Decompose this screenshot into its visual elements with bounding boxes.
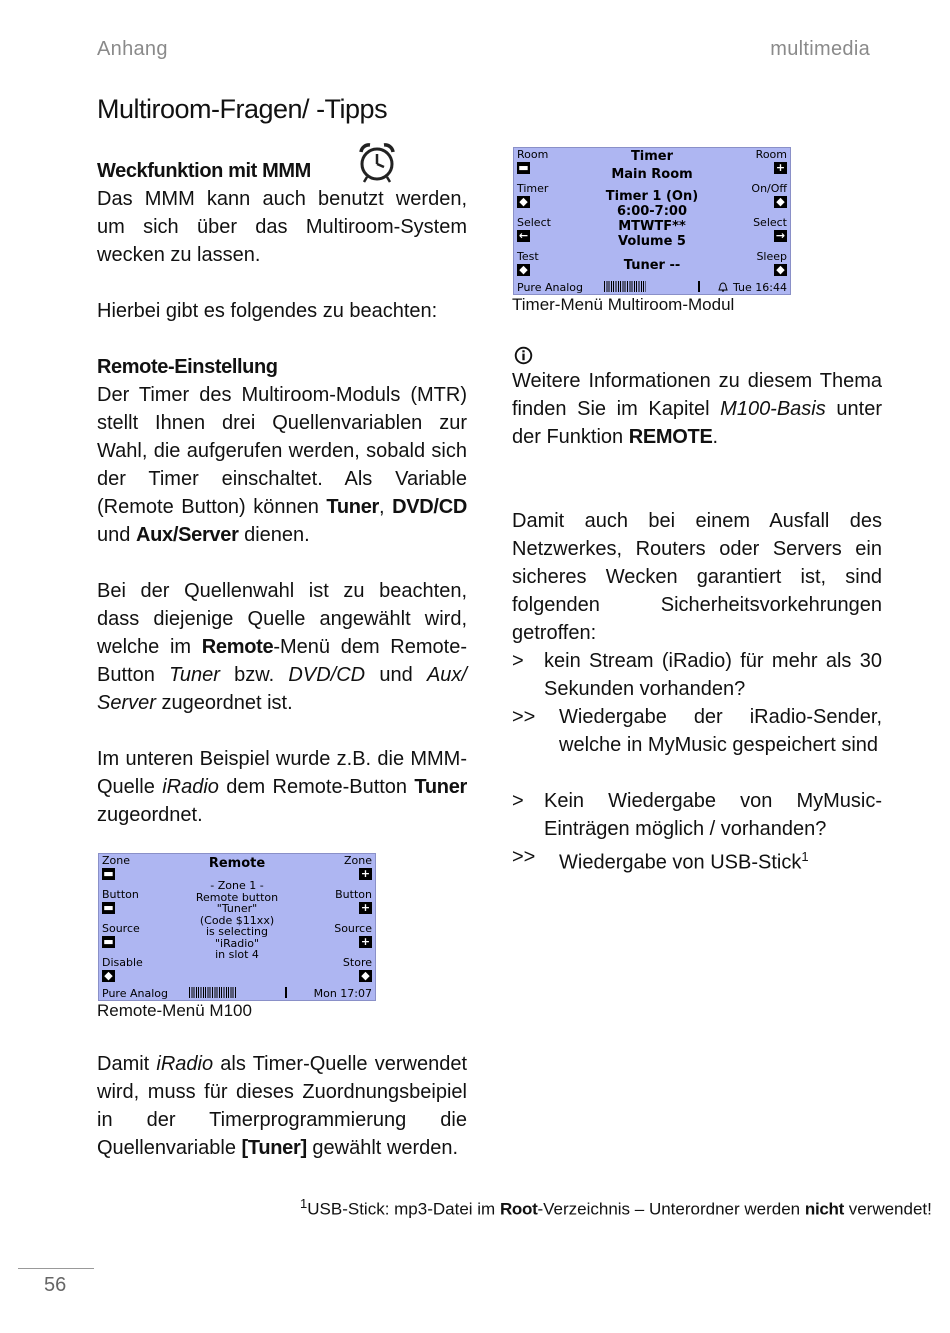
lcd-center-text: Timer 1 (On) 6:00-7:00 MTWTF** Volume 5 [605,189,699,249]
section-heading-remote: Remote-Einstellung [97,356,278,378]
left-column [97,157,467,829]
plus-icon: + [775,161,786,174]
lcd-label: Select [517,216,551,229]
lcd-label: Test [517,250,539,263]
lcd-label: Source [102,922,140,935]
plus-icon: + [360,901,371,914]
lcd-label: Select [753,216,787,229]
running-header-right: multimedia [770,38,870,60]
lcd-center-text: - Zone 1 - Remote button "Tuner" (Code $11xx) is selecting "iRadio" in slot 4 [195,879,279,961]
info-icon [514,346,533,365]
lcd-label: Timer [517,182,549,195]
level-marker [285,987,287,998]
lcd-label: Source [334,922,372,935]
footnote: $^1$USB-Stick: mp3-Datei im Root-Verzeichnis – Unterordner werden nicht verwendet! [300,1196,932,1219]
arrow-left-icon: ← [518,229,529,242]
lcd-source: Tuner -- [623,258,681,273]
paragraph: Bei der Quellenwahl ist zu beachten, dass diejenige Quelle angewählt wird, welche im Remote-Menü dem Remote-Button Tuner bzw. DVD/CD und Aux/ Server zugeordnet ist. [97,580,467,714]
left-column-end [97,1050,467,1162]
lcd-status-right: Tue 16:44 [733,281,787,294]
lcd-label: Room [755,148,787,161]
diamond-icon: ◆ [774,196,787,208]
lcd-label: Room [517,148,549,161]
plus-icon: + [360,867,371,880]
minus-icon: ▬ [103,901,114,914]
lcd-label: Store [342,956,372,969]
bell-icon [718,282,728,292]
lcd-label: On/Off [751,182,787,195]
list-item: > kein Stream (iRadio) für mehr als 30 Sekunden vorhanden? [512,650,882,700]
page-number-rule [18,1268,94,1269]
minus-icon: ▬ [103,935,114,948]
diamond-icon: ◆ [517,196,530,208]
page-title: Multiroom-Fragen/ -Tipps [97,94,388,124]
lcd-label: Button [335,888,372,901]
level-meter [604,281,646,292]
lcd-label: Zone [343,854,372,867]
minus-icon: ▬ [518,161,529,174]
level-meter [189,987,237,998]
caption-timer: Timer-Menü Multiroom-Modul [512,295,735,314]
lcd-title: Remote [208,856,266,871]
paragraph: Damit iRadio als Timer-Quelle verwendet wird, muss für dieses Zuordnungsbeipiel in der Timerprogrammierung die Quellenvariable [Tuner] gewählt werden. [97,1053,467,1159]
page-number: 56 [44,1274,67,1296]
section-heading-weckfunktion: Weckfunktion mit MMM [97,160,311,182]
caption-remote: Remote-Menü M100 [97,1001,252,1020]
paragraph: Im unteren Beispiel wurde z.B. die MMM-Quelle iRadio dem Remote-Button Tuner zugeordnet. [97,748,467,826]
diamond-icon: ◆ [774,264,787,276]
lcd-status-left: Pure Analog [517,281,583,294]
lcd-title: Timer [630,149,674,164]
paragraph: Der Timer des Multiroom-Moduls (MTR) stellt Ihnen drei Quellenvariablen zur Wahl, die aufgerufen werden, sobald sich der Timer einschaltet. Als Variable (Remote Button) können Tuner, DVD/CD und Aux/Server dienen. [97,384,467,546]
arrow-right-icon: → [775,229,786,242]
right-column [512,367,882,647]
remote-menu-screen [98,853,376,1001]
lcd-label: Zone [102,854,131,867]
list-item: >> Wiedergabe der iRadio-Sender, welche in MyMusic gespeichert sind [512,706,882,756]
paragraph: Damit auch bei einem Ausfall des Netzwerkes, Routers oder Servers ein sicheres Wecken garantiert ist, sind folgenden Sicherheitsvorkehrungen getroffen: [512,510,882,644]
paragraph: Weitere Informationen zu diesem Thema finden Sie im Kapitel M100-Basis unter der Funktion REMOTE. [512,370,882,448]
timer-menu-screen [513,147,791,295]
paragraph: Hierbei gibt es folgendes zu beachten: [97,300,438,322]
list-item: >> Wiedergabe von USB-Stick$^1$ [512,846,809,874]
safety-list [512,647,882,877]
lcd-status-right: Mon 17:07 [313,987,372,1000]
running-header-left: Anhang [97,38,168,60]
list-item: > Kein Wiedergabe von MyMusic-Einträgen möglich / vorhanden? [512,790,882,840]
diamond-icon: ◆ [359,970,372,982]
lcd-status-left: Pure Analog [102,987,168,1000]
lcd-label: Sleep [756,250,787,263]
plus-icon: + [360,935,371,948]
lcd-label: Disable [102,956,143,969]
lcd-subtitle: Main Room [611,167,693,182]
minus-icon: ▬ [103,867,114,880]
level-marker [698,281,700,292]
diamond-icon: ◆ [517,264,530,276]
diamond-icon: ◆ [102,970,115,982]
lcd-label: Button [102,888,139,901]
paragraph: Das MMM kann auch benutzt werden, um sich über das Multiroom-System wecken zu lassen. [97,188,467,266]
